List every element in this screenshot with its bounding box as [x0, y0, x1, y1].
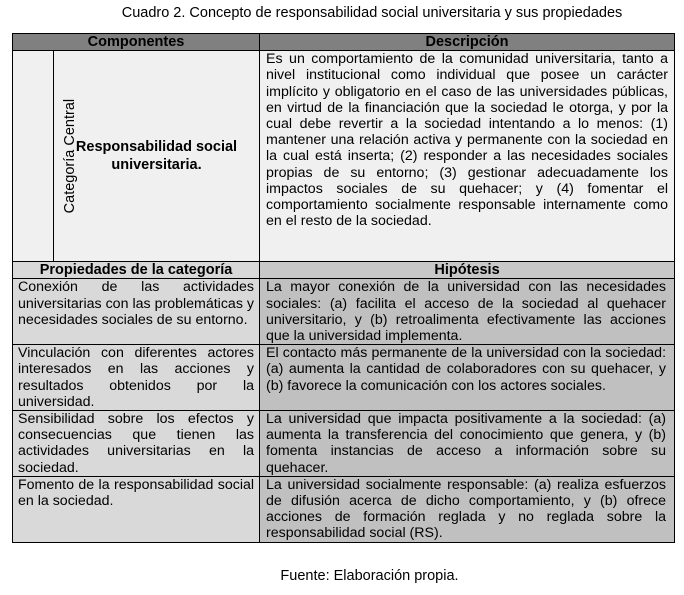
hypothesis-cell: El contacto más permanente de la universidad con la sociedad: (a) aumenta la cantidad de colaboradores con su quehacer, y (b) favorece la comunicación con los actores sociales.: [260, 345, 675, 411]
table-header-row: [13, 34, 675, 51]
central-category-label: Categoría Central: [62, 98, 79, 214]
table-caption: Cuadro 2. Concepto de responsabilidad social universitaria y sus propiedades: [121, 5, 623, 21]
property-cell: Conexión de las actividades universitarias con las problemáticas y necesidades sociales de su entorno.: [13, 279, 260, 345]
property-cell: Vinculación con diferentes actores interesados en las acciones y resultados obtenidos por la universidad.: [13, 345, 260, 411]
table-row: [13, 279, 675, 345]
hypothesis-cell: La universidad que impacta positivamente a la sociedad: (a) aumenta la transferencia del conocimiento que genera, y (b) fomenta instancias de acceso a información sobre su quehacer.: [260, 411, 675, 477]
header-hypothesis: Hipótesis: [260, 262, 675, 279]
central-category-name: Responsabilidad social universitaria.: [54, 51, 260, 262]
table-row: [13, 411, 675, 477]
central-category-row: [13, 51, 675, 262]
table-subheader-row: [13, 262, 675, 279]
header-components: Componentes: [13, 34, 260, 51]
hypothesis-cell: La universidad socialmente responsable: (a) realiza esfuerzos de difusión acerca de dicho comportamiento, y (b) ofrece acciones de formación reglada y no reglada sobre la responsabilidad social (RS).: [260, 476, 675, 542]
header-properties: Propiedades de la categoría: [13, 262, 260, 279]
property-cell: Fomento de la responsabilidad social en la sociedad.: [13, 476, 260, 542]
table-row: [13, 476, 675, 542]
table-row: [13, 345, 675, 411]
hypothesis-cell: La mayor conexión de la universidad con las necesidades sociales: (a) facilita el acceso de la sociedad al quehacer universitario, y (b) retroalimenta efectivamente las acciones que la universidad implementa.: [260, 279, 675, 345]
table-source: Fuente: Elaboración propia.: [280, 568, 459, 584]
central-category-cell: [13, 51, 79, 262]
rsu-concept-table: [12, 33, 675, 543]
central-category-description: Es un comportamiento de la comunidad universitaria, tanto a nivel institucional como individual que posee un carácter implícito y obligatorio en el caso de las universidades públicas, en virtud de la financiación que la sociedad le otorga, y por la cual debe revertir a la sociedad intentando a lo menos: (1) mantener una relación activa y permanente con la sociedad en la cual está inserta; (2) responder a las necesidades sociales propias de su entorno; (3) gestionar adecuadamente los impactos sociales de su quehacer; y (4) fomentar el comportamiento socialmente responsable internamente como en el resto de la sociedad.: [260, 51, 675, 262]
header-description: Descripción: [260, 34, 675, 51]
property-cell: Sensibilidad sobre los efectos y consecuencias que tienen las actividades universitarias en la sociedad.: [13, 411, 260, 477]
